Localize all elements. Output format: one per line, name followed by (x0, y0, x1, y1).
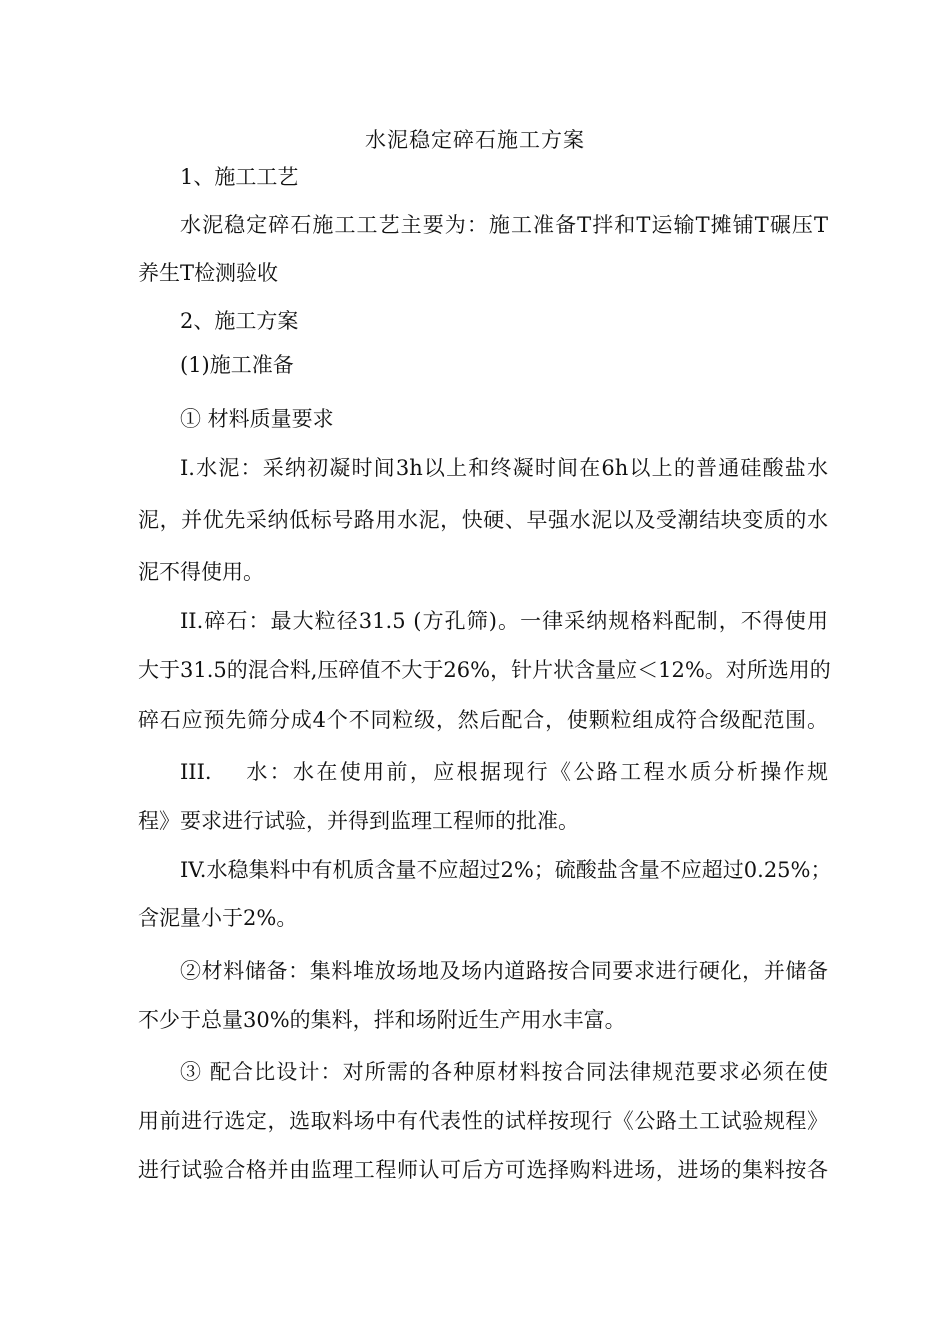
paragraph-line: 程》要求进行试验，并得到监理工程师的批准。 (138, 809, 579, 833)
section-heading-1: 1、施工工艺 (180, 165, 299, 189)
paragraph-line: 不少于总量30%的集料，拌和场附近生产用水丰富。 (138, 1008, 626, 1032)
paragraph-line: 进行试验合格并由监理工程师认可后方可选择购料进场，进场的集料按各 (138, 1158, 828, 1182)
paragraph-line: 泥，并优先采纳低标号路用水泥，快硬、早强水泥以及受潮结块变质的水 (138, 508, 828, 532)
paragraph-line: 养生T检测验收 (138, 261, 279, 285)
paragraph-line: III. 水：水在使用前，应根据现行《公路工程水质分析操作规 (180, 760, 829, 784)
paragraph-line: 含泥量小于2%。 (138, 906, 298, 930)
paragraph-line: ③ 配合比设计：对所需的各种原材料按合同法律规范要求必须在使 (180, 1060, 828, 1084)
section-heading-2: 2、施工方案 (180, 309, 299, 333)
paragraph-line: 水泥稳定碎石施工工艺主要为：施工准备T拌和T运输T摊铺T碾压T (180, 213, 828, 237)
paragraph-line: 泥不得使用。 (138, 560, 264, 584)
item-heading: ① 材料质量要求 (180, 407, 334, 431)
document-title: 水泥稳定碎石施工方案 (365, 128, 585, 152)
paragraph-line: I.水泥：采纳初凝时间3h以上和终凝时间在6h以上的普通硅酸盐水 (180, 456, 828, 480)
subsection-heading: (1)施工准备 (180, 353, 294, 377)
paragraph-line: 碎石应预先筛分成4个不同粒级，然后配合，使颗粒组成符合级配范围。 (138, 708, 828, 732)
paragraph-line: 大于31.5的混合料,压碎值不大于26%，针片状含量应＜12%。对所选用的 (138, 658, 831, 682)
paragraph-line: ②材料储备：集料堆放场地及场内道路按合同要求进行硬化，并储备 (180, 959, 828, 983)
paragraph-line: IV.水稳集料中有机质含量不应超过2%；硫酸盐含量不应超过0.25%； (180, 858, 832, 882)
paragraph-line: II.碎石：最大粒径31.5 (方孔筛)。一律采纳规格料配制，不得使用 (180, 609, 828, 633)
paragraph-line: 用前进行选定，选取料场中有代表性的试样按现行《公路土工试验规程》 (138, 1109, 828, 1133)
